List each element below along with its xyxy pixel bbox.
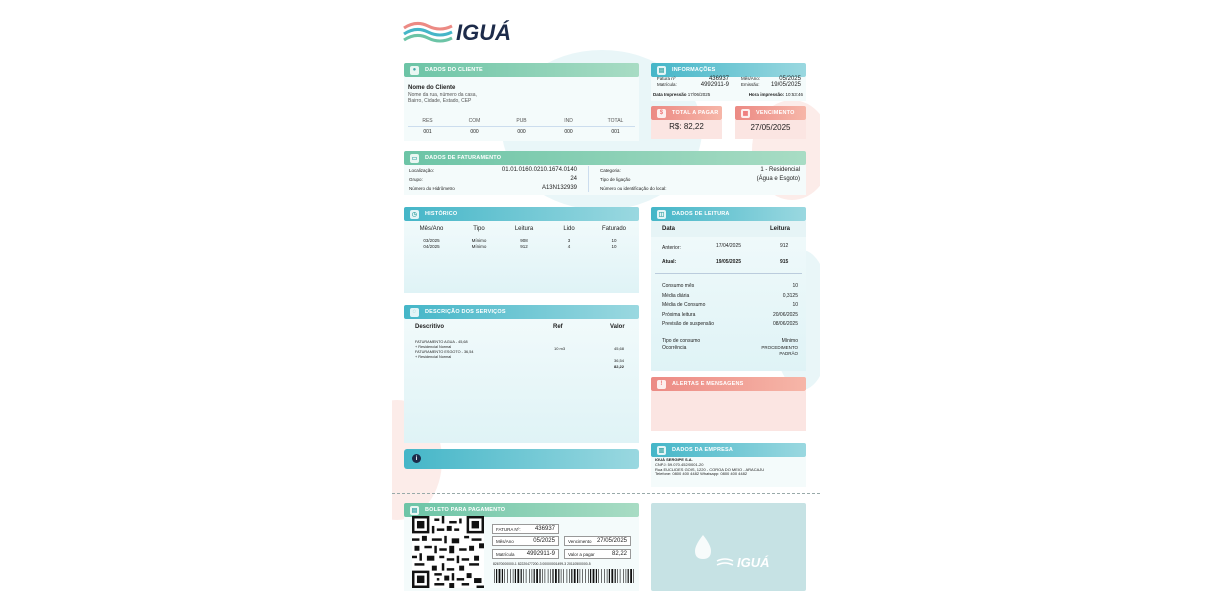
boleto-registration-box: Matrícula 4992911-9: [492, 549, 559, 559]
services-value-sewer: 36,54: [614, 358, 625, 363]
col-res: RES: [422, 118, 433, 124]
document-icon: ▤: [658, 67, 665, 74]
alert-icon: !: [657, 380, 666, 389]
reading-prev-date: 17/04/2025: [716, 243, 742, 249]
services-col-desc: Descritivo: [415, 324, 445, 330]
boleto-due-box: Vencimento 27/05/2025: [564, 536, 631, 546]
boleto-month-box: Mês/Ano 05/2025: [492, 536, 559, 546]
info-section-header: ▤ INFORMAÇÕES: [651, 63, 806, 77]
val-res: 001: [423, 129, 432, 135]
client-section-header: ● DADOS DO CLIENTE: [404, 63, 639, 77]
user-icon: ●: [410, 66, 419, 75]
billing-left: Localização: 01.01.0160.0210.1674.0140 Grupo: 24 Número do Hidrômetro A13N132939: [409, 167, 577, 191]
drops-icon: ◌: [410, 308, 419, 317]
invoice-sheet: [392, 0, 820, 602]
barcode[interactable]: [494, 569, 634, 583]
services-section-header: ◌ DESCRIÇÃO DOS SERVIÇOS: [404, 305, 639, 319]
building-icon: ▥: [658, 447, 665, 454]
reading-col-date: Data: [662, 226, 676, 232]
history-section-header: ◷ HISTÓRICO: [404, 207, 639, 221]
brand-logo: [402, 14, 522, 48]
info-icon: i: [412, 454, 421, 463]
services-lines: FATURAMENTO AGUA - 45,68 + Residencial Normal FATURAMENTO ESGOTO - 36,54 + Residencial Normal: [415, 340, 474, 359]
val-pub: 000: [517, 129, 526, 135]
val-com: 000: [470, 129, 479, 135]
reading-prev-value: 912: [780, 243, 789, 249]
table-row: 04/2025 Mínimo 912 4 10: [423, 244, 617, 249]
cut-line: [392, 493, 820, 494]
info-bar: [404, 449, 639, 469]
history-col: Faturado: [601, 226, 626, 232]
history-col: Leitura: [514, 226, 534, 232]
history-col: Tipo: [473, 226, 485, 232]
consumption-type: Tipo de consumo Mínimo Ocorrência PROCEDIMENTO PADRÃO: [662, 338, 798, 356]
info-right: Mês/Ano: 05/2025 Emissão: 19/05/2025: [741, 76, 801, 88]
services-ref: 10 m3: [554, 346, 566, 351]
money-icon: $: [657, 109, 666, 118]
reading-section-header: ◫ DADOS DE LEITURA: [651, 207, 806, 221]
reading-prev-label: Anterior:: [662, 245, 681, 251]
total-header: $ TOTAL A PAGAR: [651, 106, 722, 120]
economy-header-row: [404, 118, 639, 125]
services-panel: [404, 319, 639, 443]
divider: [408, 126, 635, 127]
boleto-section-header: ▤ BOLETO PARA PAGAMENTO: [404, 503, 639, 517]
brand-card: [651, 503, 806, 591]
col-pub: PUB: [516, 118, 527, 124]
print-info: Data Impressão 17/06/2025 Hora impressão: 10:53:46: [653, 92, 803, 97]
history-col: Lido: [563, 226, 575, 232]
svg-text:IGUÁ: IGUÁ: [737, 555, 770, 570]
table-row: 03/2025 Mínimo 908 3 10: [423, 238, 617, 243]
economy-value-row: [404, 129, 639, 136]
billing-right: Categoria: 1 - Residencial Tipo de ligação (Água e Esgoto) Número ou identificação do local:: [600, 167, 800, 191]
services-col-value: Valor: [610, 324, 625, 330]
digitable-line[interactable]: 82670000000-1 82220477200-3 00000001499-3 20110500000-5: [493, 562, 591, 566]
qr-code[interactable]: [412, 516, 484, 588]
svg-text:IGUÁ: IGUÁ: [456, 20, 511, 45]
col-com: COM: [468, 118, 481, 124]
services-col-ref: Ref: [553, 324, 563, 330]
alerts-section-header: ! ALERTAS E MENSAGENS: [651, 377, 806, 391]
reading-curr-value: 915: [780, 259, 789, 265]
due-header: ▦ VENCIMENTO: [735, 106, 806, 120]
divider: [588, 166, 589, 192]
boleto-invoice-box: FATURA Nº: 436937: [492, 524, 559, 534]
calendar-icon: ▦: [742, 110, 749, 117]
client-address-line2: Bairro, Cidade, Estado, CEP: [408, 98, 472, 104]
barcode-icon: ▤: [411, 507, 418, 514]
billing-section-header: ▭ DADOS DE FATURAMENTO: [404, 151, 806, 165]
info-left: Fatura nº 436937 Matrícula: 4992911-9: [657, 76, 729, 88]
client-name: Nome do Cliente: [408, 85, 456, 91]
reading-curr-label: Atual:: [662, 259, 677, 265]
boleto-amount-box: Valor a pagar 82,22: [564, 549, 631, 559]
company-section-header: ▥ DADOS DA EMPRESA: [651, 443, 806, 457]
col-total: TOTAL: [607, 118, 624, 124]
services-value-water: 45,68: [614, 346, 625, 351]
meter-icon: ◫: [658, 211, 665, 218]
reading-curr-date: 19/05/2025: [716, 259, 742, 265]
divider: [655, 273, 802, 274]
history-icon: ◷: [411, 211, 418, 218]
col-ind: IND: [564, 118, 573, 124]
client-address-line1: Nome da rua, número da casa,: [408, 92, 477, 98]
val-ind: 000: [564, 129, 573, 135]
val-total: 001: [611, 129, 620, 135]
company-info: IGUÁ SERGIPE S.A. CNPJ: 59.070.452/0001-20 Rua EUCLIDES GOIS, 1220 - COROA DO MEIO - ARACAJU Telefone: 0800 400 4482 Whatsapp: 0800 400 4482: [655, 457, 765, 477]
alerts-panel: [651, 391, 806, 431]
truck-icon: ▭: [411, 155, 418, 162]
consumption-list: Consumo mês 10 Média diária 0,3125 Média de Consumo 10 Próxima leitura 20/06/2025 Previsão de suspensão 08/06/2025: [662, 283, 798, 327]
history-header-row: [404, 226, 639, 234]
services-total: 82,22: [614, 364, 625, 369]
history-col: Mês/Ano: [419, 226, 444, 232]
total-value: R$: 82,22: [669, 122, 704, 131]
reading-col-reading: Leitura: [770, 226, 791, 232]
due-value: 27/05/2025: [750, 123, 791, 132]
